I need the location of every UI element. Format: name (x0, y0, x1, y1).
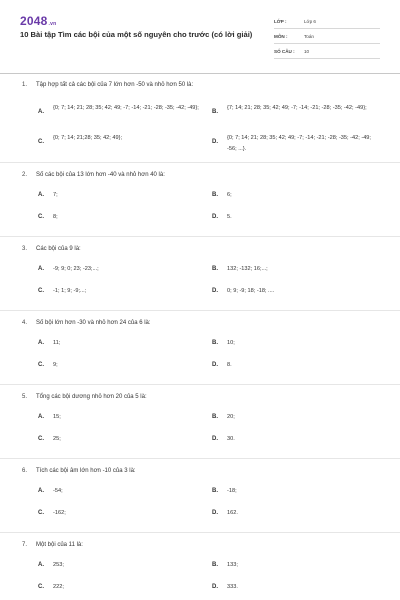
option-text: 25; (53, 436, 61, 442)
question-number: 4. (22, 320, 28, 326)
option-letter: C. (38, 510, 44, 516)
option-text: 132; -132; 16;...; (227, 266, 268, 272)
option-letter: C. (38, 436, 44, 442)
meta-row-subject (274, 31, 380, 44)
option-letter: D. (212, 584, 218, 590)
option-letter: B. (212, 109, 218, 115)
question-7 (22, 542, 380, 595)
option-letter: C. (38, 139, 44, 145)
option-text: {0; 7; 14; 21;28; 35; 42; 49}; (53, 135, 123, 141)
question-header (22, 394, 380, 404)
option-letter: A. (38, 340, 44, 346)
option-text: 7; (53, 192, 58, 198)
question-divider (0, 310, 400, 311)
option-letter: B. (212, 562, 218, 568)
option-letter: D. (212, 214, 218, 220)
option-text: {0; 7; 14; 21; 28; 35; 42; 49; -7; -14; -21; -28; -35; -42; -49; -56; ...}. (227, 135, 371, 152)
question-header (22, 320, 380, 330)
option-text: 133; (227, 562, 238, 568)
logo-domain: .vn (48, 21, 57, 27)
option-row (22, 192, 380, 203)
question-divider (0, 236, 400, 237)
question-header (22, 246, 380, 256)
document-meta (274, 16, 380, 61)
option-text: 9; (53, 362, 58, 368)
option-letter: A. (38, 562, 44, 568)
option-row (22, 414, 380, 425)
option-text: -162; (53, 510, 66, 516)
option-letter: C. (38, 288, 44, 294)
option-text: 253; (53, 562, 64, 568)
option-text: 15; (53, 414, 61, 420)
option-text: -18; (227, 488, 237, 494)
question-divider (0, 458, 400, 459)
question-header (22, 82, 380, 92)
question-3 (22, 246, 380, 299)
option-text: 222; (53, 584, 64, 590)
option-letter: C. (38, 214, 44, 220)
question-list (22, 82, 380, 600)
option-text: 6; (227, 192, 232, 198)
document-title: 10 Bài tập Tìm các bội của một số nguyên cho trước (có lời giải) (20, 30, 253, 39)
option-letter: B. (212, 266, 218, 272)
option-text: 0; 9; -9; 18; -18; .... (227, 288, 275, 294)
question-text: Tổng các bội dương nhỏ hơn 20 của 5 là: (36, 394, 147, 400)
meta-row-grade (274, 16, 380, 29)
question-header (22, 172, 380, 182)
option-letter: A. (38, 414, 44, 420)
option-text: 10; (227, 340, 235, 346)
question-5 (22, 394, 380, 447)
option-text: -54; (53, 488, 63, 494)
question-4 (22, 320, 380, 373)
option-text: 8; (53, 214, 58, 220)
question-header (22, 468, 380, 478)
option-row (22, 584, 380, 595)
header-divider (0, 73, 400, 74)
option-letter: B. (212, 488, 218, 494)
option-row (22, 436, 380, 447)
question-header (22, 542, 380, 552)
question-number: 3. (22, 246, 28, 252)
option-text: 162. (227, 510, 238, 516)
question-number: 1. (22, 82, 28, 88)
option-letter: A. (38, 109, 44, 115)
option-text: 11; (53, 340, 61, 346)
option-row (22, 488, 380, 499)
question-text: Tích các bội âm lớn hơn -10 của 3 là: (36, 468, 136, 474)
question-divider (0, 532, 400, 533)
option-row (22, 340, 380, 351)
option-text: 333. (227, 584, 238, 590)
option-row (22, 102, 380, 124)
option-text: -9; 9; 0; 23; -23;...; (53, 266, 99, 272)
option-text: 8. (227, 362, 232, 368)
option-letter: A. (38, 192, 44, 198)
meta-value: 10 (304, 49, 310, 54)
option-letter: D. (212, 288, 218, 294)
question-text: Một bội của 11 là: (36, 542, 83, 548)
question-number: 6. (22, 468, 28, 474)
meta-value: Lớp 6 (304, 19, 316, 24)
logo-text: 2048 (20, 14, 48, 28)
option-row (22, 562, 380, 573)
option-letter: D. (212, 510, 218, 516)
question-2 (22, 172, 380, 225)
option-letter: D. (212, 139, 218, 145)
option-letter: B. (212, 340, 218, 346)
option-row (22, 266, 380, 277)
option-row (22, 510, 380, 521)
question-divider (0, 384, 400, 385)
meta-value: Toán (304, 34, 314, 39)
site-logo[interactable] (20, 14, 56, 28)
question-number: 7. (22, 542, 28, 548)
option-letter: B. (212, 192, 218, 198)
option-letter: B. (212, 414, 218, 420)
option-letter: D. (212, 436, 218, 442)
option-letter: C. (38, 584, 44, 590)
option-row (22, 132, 380, 154)
option-text: {7; 14; 21; 28; 35; 42; 49; -7; -14; -21; -28; -35; -42; -49}; (227, 105, 367, 111)
option-row (22, 214, 380, 225)
question-text: Các bội của 9 là: (36, 246, 81, 252)
option-row (22, 362, 380, 373)
option-row (22, 288, 380, 299)
option-text: 30. (227, 436, 235, 442)
question-1 (22, 82, 380, 154)
option-text: {0; 7; 14; 21; 28; 35; 42; 49; -7; -14; -21; -28; -35; -42; -49}; (53, 105, 199, 111)
question-number: 2. (22, 172, 28, 178)
question-divider (0, 162, 400, 163)
option-text: -1; 1; 9; -9;...; (53, 288, 87, 294)
question-text: Số các bội của 13 lớn hơn -40 và nhỏ hơn 40 là: (36, 172, 165, 178)
meta-label: LỚP : (274, 19, 287, 24)
question-6 (22, 468, 380, 521)
meta-row-count (274, 46, 380, 59)
option-letter: D. (212, 362, 218, 368)
question-text: Tập hợp tất cả các bội của 7 lớn hơn -50 và nhỏ hơn 50 là: (36, 82, 194, 88)
meta-label: MÔN : (274, 34, 288, 39)
option-text: 5. (227, 214, 232, 220)
option-letter: A. (38, 266, 44, 272)
question-text: Số bội lớn hơn -30 và nhỏ hơn 24 của 6 là: (36, 320, 151, 326)
option-letter: C. (38, 362, 44, 368)
option-text: 20; (227, 414, 235, 420)
meta-label: SỐ CÂU : (274, 49, 295, 54)
document-header (20, 14, 380, 62)
question-number: 5. (22, 394, 28, 400)
option-letter: A. (38, 488, 44, 494)
